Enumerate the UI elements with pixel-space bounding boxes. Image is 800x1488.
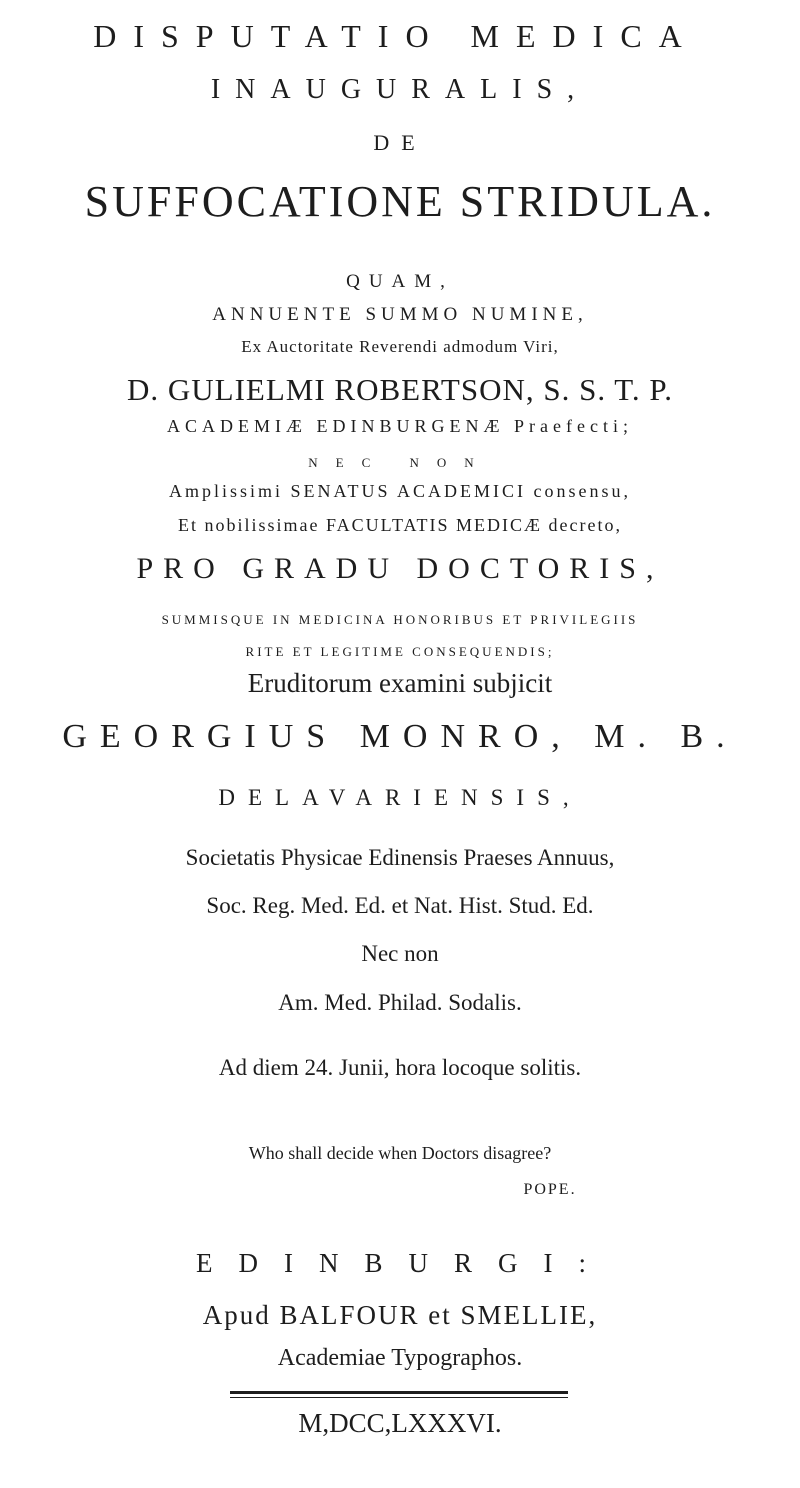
quam-line: QUAM, [346,271,454,292]
ad-diem-line: Ad diem 24. Junii, hora locoque solitis. [218,1055,582,1080]
imprint-place: EDINBURGI: [196,1248,612,1278]
auctoritate-line: Ex Auctoritate Reverendi admodum Viri, [241,337,559,356]
preposition-de: DE [373,130,427,155]
pro-gradu-doctoris: PRO GRADU DOCTORIS, [136,552,664,585]
epigraph-quote: Who shall decide when Doctors disagree? [248,1143,552,1163]
delavariensis: DELAVARIENSIS, [218,785,582,810]
nec-non-caps: NEC NON [308,455,492,470]
author-name: GEORGIUS MONRO, M. B. [62,718,738,755]
facultatis-line: Et nobilissimae FACULTATIS MEDICÆ decreto, [177,515,623,535]
robertson-line: D. GULIELMI ROBERTSON, S. S. T. P. [127,372,673,407]
imprint-typographos: Academiae Typographos. [277,1345,523,1371]
imprint-printers: Apud BALFOUR et SMELLIE, [202,1300,598,1330]
imprint-rule-thick [230,1391,568,1394]
title-disputatio-medica: DISPUTATIO MEDICA [93,18,699,54]
soc-reg-line: Soc. Reg. Med. Ed. et Nat. Hist. Stud. Ed. [206,893,594,918]
honoribus-line: SUMMISQUE IN MEDICINA HONORIBUS ET PRIVILEGIIS [161,612,639,627]
philad-line: Am. Med. Philad. Sodalis. [278,990,522,1015]
senatus-line: Amplissimi SENATUS ACADEMICI consensu, [168,481,632,501]
nec-non-line: Nec non [361,941,439,966]
societatis-line: Societatis Physicae Edinensis Praeses Annuus, [185,845,615,870]
epigraph-attribution: POPE. [523,1181,577,1198]
annuente-line: ANNUENTE SUMMO NUMINE, [212,304,588,325]
imprint-year: M,DCC,LXXXVI. [298,1408,502,1438]
consequendis-line: RITE ET LEGITIME CONSEQUENDIS; [245,644,555,659]
eruditorum-line: Eruditorum examini subjicit [247,668,553,698]
academiae-line: ACADEMIÆ EDINBURGENÆ Praefecti; [167,416,633,436]
subject-heading: SUFFOCATIONE STRIDULA. [84,177,716,226]
title-inauguralis: INAUGURALIS, [210,74,590,105]
imprint-rule-thin [230,1397,568,1398]
